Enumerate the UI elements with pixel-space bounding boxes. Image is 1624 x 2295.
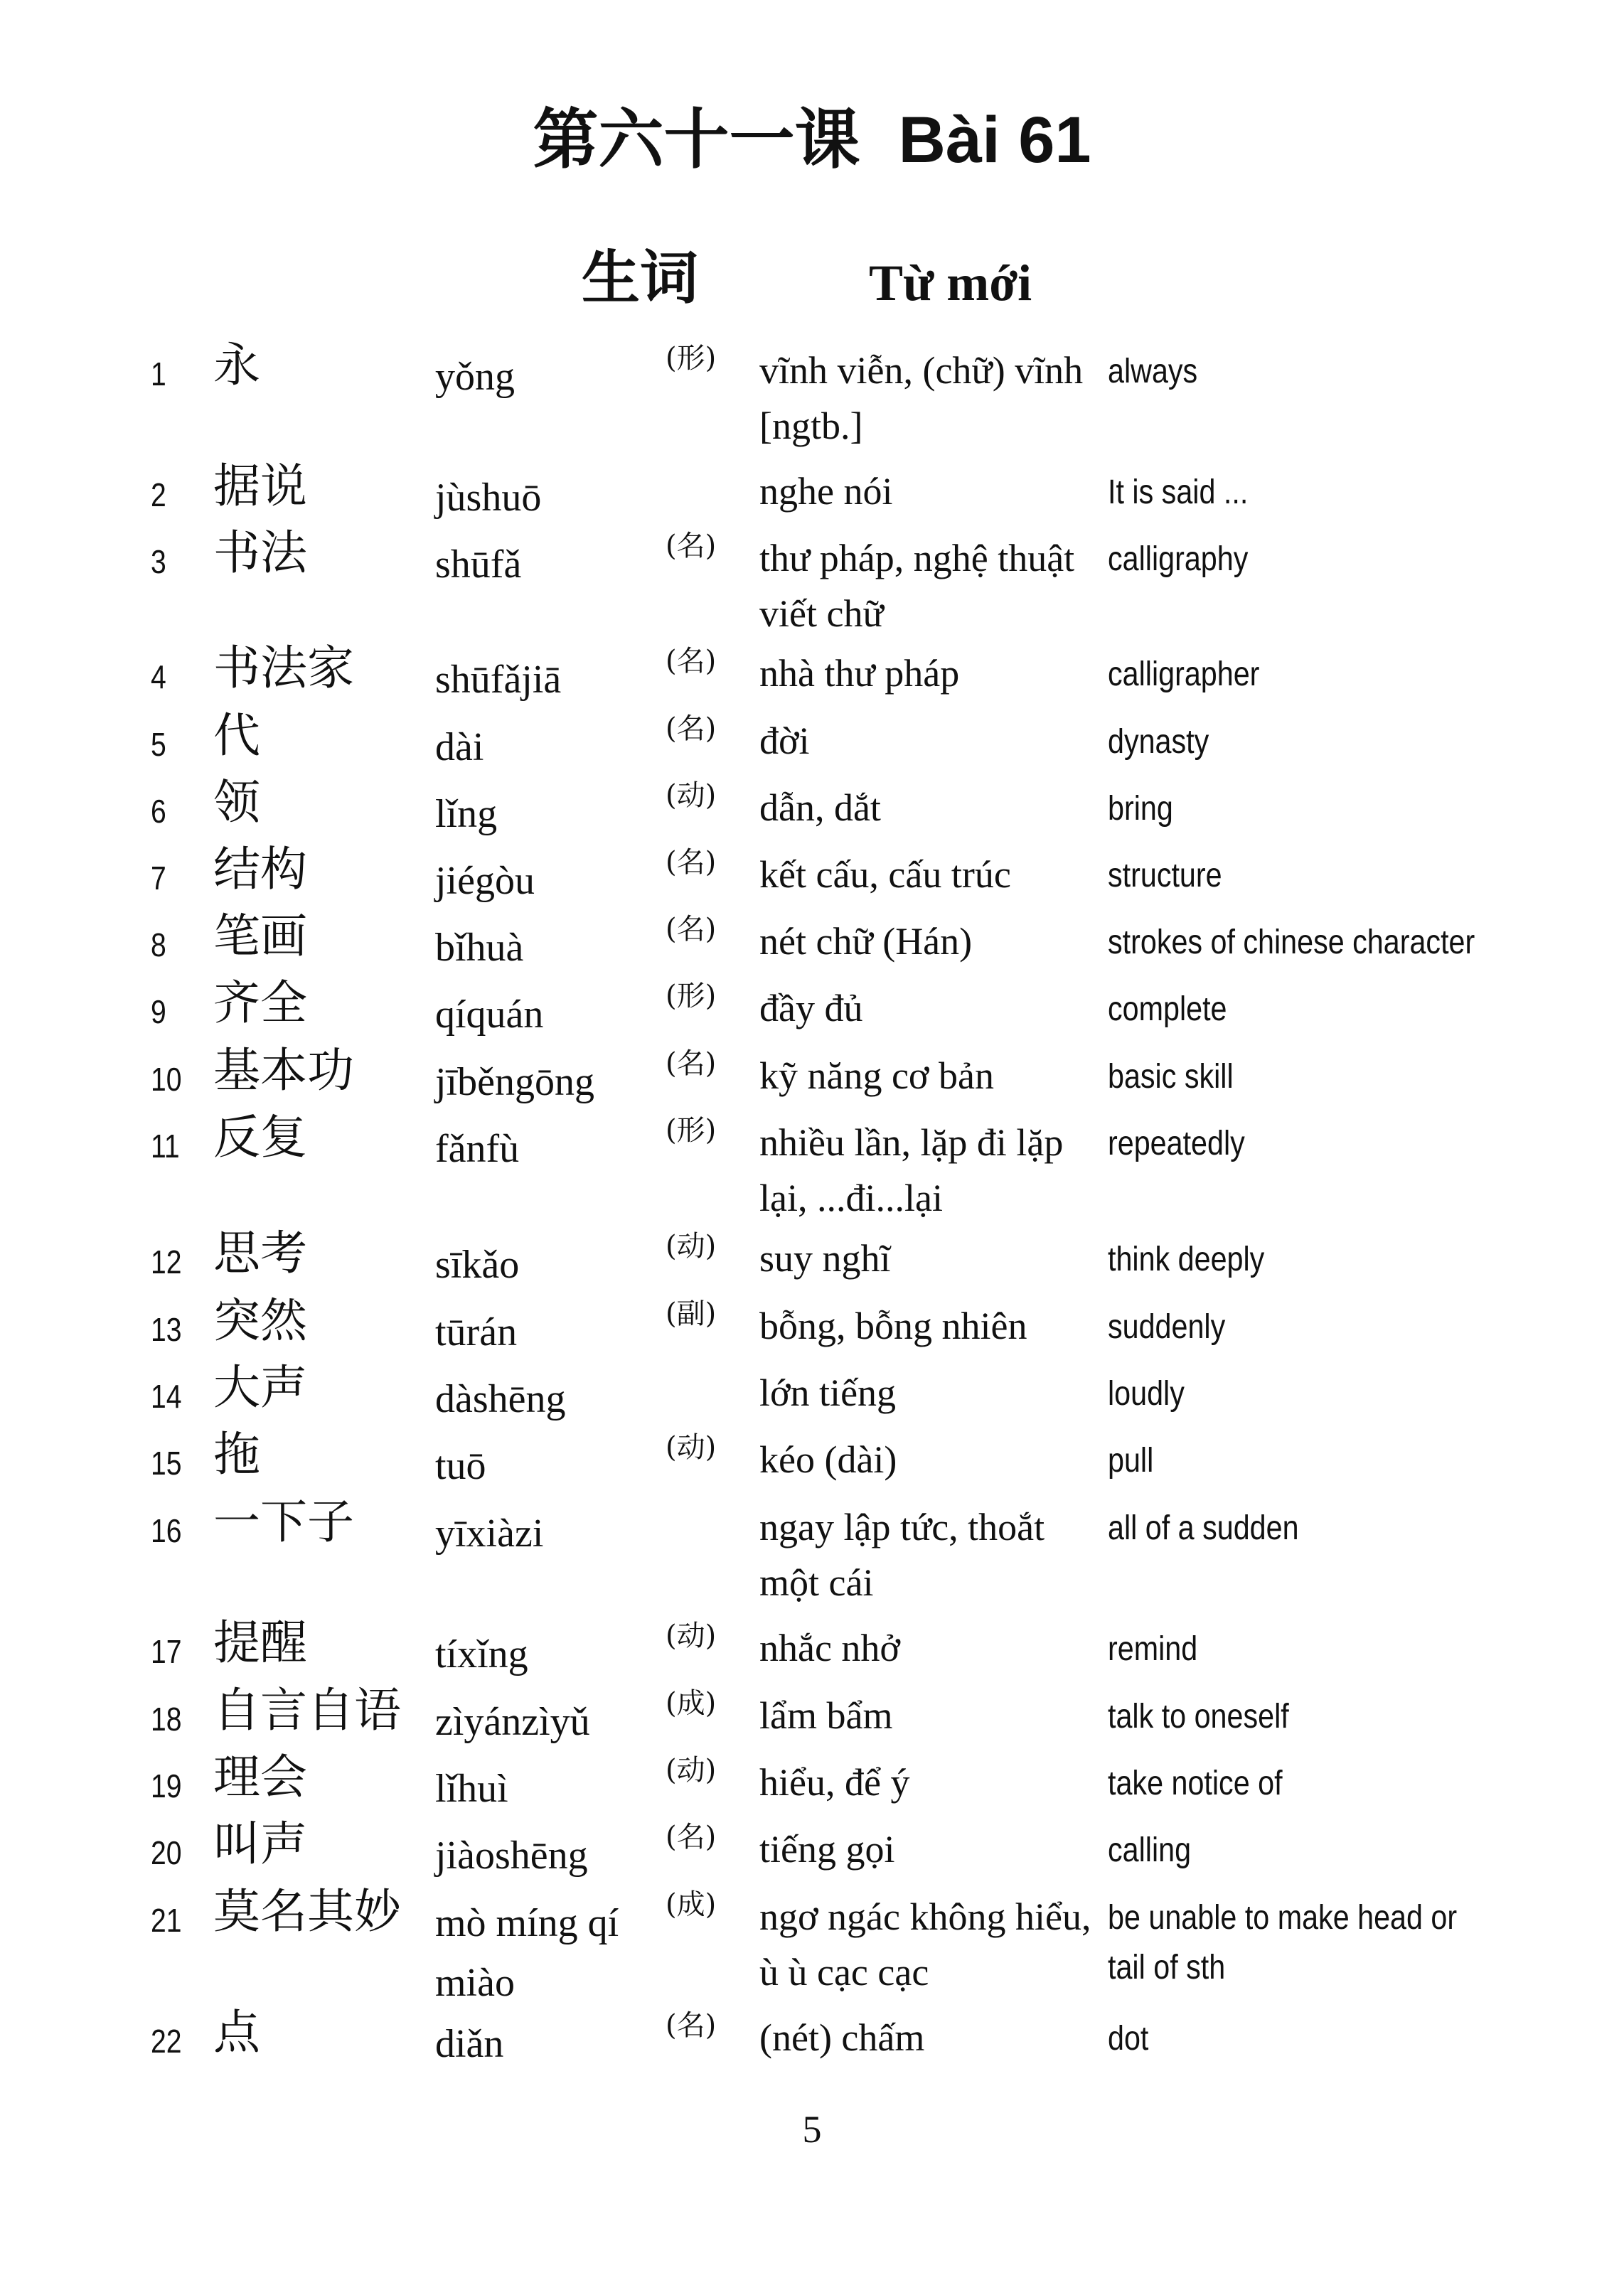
vocab-pinyin: tūrán bbox=[435, 1310, 518, 1354]
section-heading-vietnamese: Từ mới bbox=[869, 255, 1032, 311]
vocab-pinyin: yǒng bbox=[435, 355, 515, 399]
vocab-number: 17 bbox=[151, 1633, 182, 1670]
vocab-hanzi: 突然 bbox=[213, 1293, 307, 1348]
vocab-pinyin: shūfǎ bbox=[435, 542, 522, 587]
vocab-vietnamese: ngay lập tức, thoắt một cái bbox=[759, 1506, 1045, 1604]
vocab-english: take notice of bbox=[1108, 1765, 1283, 1802]
vocab-pinyin: mò míng qí miào bbox=[435, 1901, 619, 2005]
vocab-number: 7 bbox=[151, 860, 166, 897]
vocab-hanzi: 叫声 bbox=[213, 1817, 307, 1871]
vocab-vietnamese: lẩm bẩm bbox=[759, 1694, 893, 1737]
vocab-vietnamese: ngơ ngác không hiểu, ù ù cạc cạc bbox=[759, 1895, 1091, 1994]
vocab-hanzi: 一下子 bbox=[213, 1494, 354, 1549]
vocab-part-of-speech: (动) bbox=[666, 1754, 717, 1787]
vocab-hanzi: 领 bbox=[213, 775, 260, 830]
vocab-part-of-speech: (名) bbox=[666, 530, 717, 562]
vocab-hanzi: 点 bbox=[213, 2005, 260, 2060]
vocab-english: structure bbox=[1108, 857, 1222, 894]
vocab-hanzi: 基本功 bbox=[213, 1043, 354, 1098]
vocab-pinyin: fǎnfù bbox=[435, 1127, 520, 1171]
vocab-english: complete bbox=[1108, 990, 1227, 1028]
vocab-hanzi: 永 bbox=[213, 338, 260, 392]
vocab-vietnamese: thư pháp, nghệ thuật viết chữ bbox=[759, 537, 1075, 635]
vocab-vietnamese: nét chữ (Hán) bbox=[759, 920, 973, 963]
vocab-hanzi: 书法 bbox=[213, 525, 307, 580]
vocab-vietnamese: nghe nói bbox=[759, 470, 893, 513]
vocab-english: always bbox=[1108, 353, 1198, 390]
vocab-pinyin: jīběngōng bbox=[435, 1060, 594, 1104]
vocab-pinyin: jùshuō bbox=[435, 476, 542, 520]
vocab-hanzi: 理会 bbox=[213, 1750, 307, 1804]
vocab-pinyin: bǐhuà bbox=[435, 926, 524, 970]
vocab-english: all of a sudden bbox=[1108, 1509, 1299, 1547]
vocab-part-of-speech: (成) bbox=[666, 1888, 717, 1921]
vocab-number: 22 bbox=[151, 2023, 182, 2060]
vocab-vietnamese: kỹ năng cơ bản bbox=[759, 1054, 994, 1097]
vocab-hanzi: 自言自语 bbox=[213, 1683, 401, 1738]
vocab-number: 1 bbox=[151, 355, 166, 392]
vocab-pinyin: zìyánzìyǔ bbox=[435, 1700, 590, 1744]
vocab-pinyin: tuō bbox=[435, 1444, 486, 1488]
vocab-pinyin: shūfǎjiā bbox=[435, 658, 562, 702]
vocab-english: pull bbox=[1108, 1442, 1154, 1480]
vocab-vietnamese: dẫn, dắt bbox=[759, 786, 881, 829]
vocab-part-of-speech: (名) bbox=[666, 1047, 717, 1080]
vocab-number: 21 bbox=[151, 1902, 182, 1939]
vocab-english: It is said ... bbox=[1108, 474, 1249, 511]
vocab-english: dot bbox=[1108, 2020, 1149, 2058]
vocab-number: 13 bbox=[151, 1311, 182, 1348]
vocab-vietnamese: kết cấu, cấu trúc bbox=[759, 853, 1011, 896]
vocab-vietnamese: lớn tiếng bbox=[759, 1371, 897, 1414]
vocab-part-of-speech: (动) bbox=[666, 1230, 717, 1263]
vocab-pinyin: tíxǐng bbox=[435, 1632, 528, 1676]
vocab-part-of-speech: (形) bbox=[666, 980, 717, 1012]
vocab-pinyin: dài bbox=[435, 725, 484, 769]
vocab-english: think deeply bbox=[1108, 1241, 1265, 1278]
vocab-pinyin: lǐhuì bbox=[435, 1767, 508, 1811]
vocab-hanzi: 齐全 bbox=[213, 975, 307, 1030]
section-heading-chinese: 生词 bbox=[582, 244, 699, 312]
vocab-hanzi: 书法家 bbox=[213, 641, 354, 695]
vocab-number: 19 bbox=[151, 1767, 182, 1804]
vocab-number: 18 bbox=[151, 1701, 182, 1738]
vocab-vietnamese: bỗng, bỗng nhiên bbox=[759, 1305, 1027, 1347]
vocab-vietnamese: tiếng gọi bbox=[759, 1828, 895, 1871]
vocab-vietnamese: nhắc nhở bbox=[759, 1627, 900, 1669]
vocab-part-of-speech: (动) bbox=[666, 1431, 717, 1464]
vocab-vietnamese: hiểu, để ý bbox=[759, 1761, 910, 1804]
vocab-hanzi: 据说 bbox=[213, 459, 307, 513]
vocab-number: 16 bbox=[151, 1512, 182, 1549]
vocab-part-of-speech: (名) bbox=[666, 846, 717, 879]
vocab-hanzi: 笔画 bbox=[213, 909, 307, 963]
vocab-part-of-speech: (副) bbox=[666, 1298, 717, 1330]
vocab-part-of-speech: (形) bbox=[666, 1114, 717, 1147]
vocab-vietnamese: (nét) chấm bbox=[759, 2016, 925, 2059]
lesson-title-vietnamese: Bài 61 bbox=[898, 104, 1091, 176]
vocab-hanzi: 拖 bbox=[213, 1427, 260, 1482]
vocab-pinyin: sīkǎo bbox=[435, 1243, 520, 1287]
vocab-english: be unable to make head or tail of sth bbox=[1108, 1899, 1458, 1986]
vocab-hanzi: 反复 bbox=[213, 1110, 307, 1165]
lesson-title-chinese: 第六十一课 bbox=[533, 101, 860, 178]
vocab-part-of-speech: (动) bbox=[666, 1620, 717, 1652]
vocab-hanzi: 结构 bbox=[213, 842, 307, 897]
vocab-hanzi: 思考 bbox=[213, 1226, 307, 1280]
vocab-vietnamese: suy nghĩ bbox=[759, 1237, 891, 1280]
vocab-part-of-speech: (名) bbox=[666, 712, 717, 745]
vocab-hanzi: 提醒 bbox=[213, 1615, 307, 1670]
vocab-hanzi: 大声 bbox=[213, 1360, 307, 1415]
vocab-pinyin: jiàoshēng bbox=[435, 1834, 588, 1878]
vocab-part-of-speech: (名) bbox=[666, 2009, 717, 2042]
vocab-english: talk to oneself bbox=[1108, 1698, 1289, 1735]
vocab-number: 20 bbox=[151, 1834, 182, 1871]
vocab-hanzi: 代 bbox=[213, 708, 260, 763]
vocab-part-of-speech: (成) bbox=[666, 1687, 717, 1720]
vocab-english: loudly bbox=[1108, 1375, 1185, 1413]
vocab-pinyin: lǐng bbox=[435, 792, 498, 836]
vocab-number: 12 bbox=[151, 1243, 182, 1280]
vocab-number: 6 bbox=[151, 793, 166, 830]
vocab-vietnamese: vĩnh viễn, (chữ) vĩnh [ngtb.] bbox=[759, 349, 1084, 447]
vocab-vietnamese: đời bbox=[759, 719, 810, 762]
vocab-number: 15 bbox=[151, 1445, 182, 1482]
vocab-part-of-speech: (名) bbox=[666, 913, 717, 946]
vocab-number: 8 bbox=[151, 926, 166, 963]
vocab-pinyin: yīxiàzi bbox=[435, 1512, 544, 1556]
vocab-hanzi: 莫名其妙 bbox=[213, 1884, 401, 1939]
vocab-english: dynasty bbox=[1108, 723, 1209, 761]
vocab-pinyin: qíquán bbox=[435, 993, 544, 1037]
vocab-number: 11 bbox=[151, 1128, 180, 1165]
vocab-pinyin: diǎn bbox=[435, 2022, 504, 2066]
vocab-english: calling bbox=[1108, 1831, 1192, 1869]
vocab-english: repeatedly bbox=[1108, 1125, 1245, 1162]
vocab-number: 2 bbox=[151, 476, 166, 513]
vocab-vietnamese: kéo (dài) bbox=[759, 1438, 897, 1481]
vocab-number: 14 bbox=[151, 1378, 182, 1415]
vocab-english: basic skill bbox=[1108, 1058, 1234, 1096]
vocab-vietnamese: đầy đủ bbox=[759, 987, 863, 1029]
page-number: 5 bbox=[802, 2108, 822, 2151]
vocab-english: calligrapher bbox=[1108, 656, 1260, 693]
vocab-part-of-speech: (动) bbox=[666, 779, 717, 812]
vocab-part-of-speech: (形) bbox=[666, 342, 717, 375]
vocab-english: suddenly bbox=[1108, 1308, 1226, 1346]
vocab-part-of-speech: (名) bbox=[666, 1821, 717, 1853]
vocab-english: calligraphy bbox=[1108, 540, 1249, 578]
vocab-number: 9 bbox=[151, 993, 166, 1030]
vocab-vietnamese: nhiều lần, lặp đi lặp lại, ...đi...lại bbox=[759, 1121, 1064, 1219]
vocab-part-of-speech: (名) bbox=[666, 645, 717, 678]
vocab-english: strokes of chinese character bbox=[1108, 924, 1475, 961]
vocab-english: remind bbox=[1108, 1630, 1198, 1668]
vocab-number: 10 bbox=[151, 1061, 182, 1098]
lesson-title bbox=[0, 101, 1624, 178]
vocab-number: 3 bbox=[151, 543, 166, 580]
vocab-number: 4 bbox=[151, 658, 166, 695]
vocab-english: bring bbox=[1108, 790, 1173, 828]
vocab-pinyin: jiégòu bbox=[435, 859, 535, 903]
vocab-pinyin: dàshēng bbox=[435, 1377, 566, 1421]
vocab-vietnamese: nhà thư pháp bbox=[759, 652, 960, 695]
vocab-number: 5 bbox=[151, 726, 166, 763]
